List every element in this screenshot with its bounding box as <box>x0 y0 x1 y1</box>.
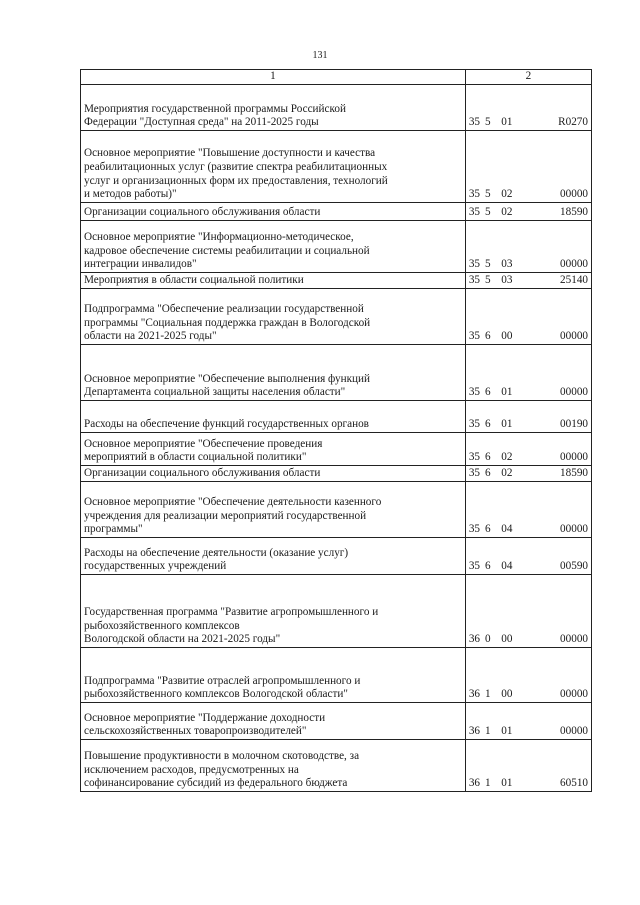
table-row <box>81 401 592 433</box>
code-event: 01 <box>501 116 513 129</box>
table-row <box>81 466 592 482</box>
code-subprogram: 6 <box>485 386 491 399</box>
code-event: 02 <box>501 188 513 201</box>
table-row <box>81 482 592 538</box>
code-direction: 00000 <box>560 688 588 701</box>
code-event: 02 <box>501 206 513 219</box>
code-subprogram: 1 <box>485 688 491 701</box>
row-description: Повышение продуктивности в молочном скотоводстве, за исключением расходов, предусмотренных на софинансирование субсидий из федерального бюджета <box>81 740 466 792</box>
row-code <box>465 345 591 401</box>
table-row <box>81 85 592 131</box>
code-subprogram: 6 <box>485 467 491 480</box>
row-description: Основное мероприятие "Повышение доступности и качества реабилитационных услуг (развитие спектра реабилитационных услуг и организационных форм их предоставления, технологий и методов работы)" <box>81 131 466 203</box>
budget-classification-table <box>80 69 592 792</box>
code-subprogram: 5 <box>485 258 491 271</box>
code-direction: 00000 <box>560 386 588 399</box>
code-direction: 00000 <box>560 451 588 464</box>
code-subprogram: 5 <box>485 116 491 129</box>
row-description: Основное мероприятие "Поддержание доходности сельскохозяйственных товаропроизводителей" <box>81 703 466 740</box>
code-direction: R0270 <box>558 116 588 129</box>
row-description: Мероприятия государственной программы Российской Федерации "Доступная среда" на 2011-2025 годы <box>81 85 466 131</box>
code-program: 35 <box>468 451 480 464</box>
code-program: 35 <box>468 386 480 399</box>
row-description: Расходы на обеспечение функций государственных органов <box>81 401 466 433</box>
code-program: 35 <box>468 523 480 536</box>
code-direction: 00190 <box>560 418 588 431</box>
row-code <box>465 221 591 273</box>
row-description: Подпрограмма "Обеспечение реализации государственной программы "Социальная поддержка граждан в Вологодской области на 2021-2025 годы" <box>81 289 466 345</box>
page-number: 131 <box>312 50 328 61</box>
row-description: Основное мероприятие "Обеспечение выполнения функций Департамента социальной защиты населения области" <box>81 345 466 401</box>
code-subprogram: 6 <box>485 418 491 431</box>
code-program: 35 <box>468 258 480 271</box>
code-event: 00 <box>501 330 513 343</box>
column-header-code: 2 <box>465 70 591 85</box>
table-row <box>81 221 592 273</box>
row-code <box>465 203 591 221</box>
code-program: 35 <box>468 560 480 573</box>
code-program: 36 <box>468 688 480 701</box>
table-header-row <box>81 70 592 85</box>
table-row <box>81 345 592 401</box>
code-direction: 25140 <box>560 274 588 287</box>
table-row <box>81 740 592 792</box>
code-event: 04 <box>501 523 513 536</box>
code-event: 01 <box>501 386 513 399</box>
row-code <box>465 538 591 575</box>
code-program: 35 <box>468 206 480 219</box>
row-code <box>465 703 591 740</box>
row-description: Государственная программа "Развитие агропромышленного и рыбохозяйственного комплексов Вологодской области на 2021-2025 годы" <box>81 575 466 648</box>
row-code <box>465 482 591 538</box>
code-event: 01 <box>501 777 513 790</box>
table-row <box>81 703 592 740</box>
code-direction: 00000 <box>560 633 588 646</box>
table-row <box>81 575 592 648</box>
table-row <box>81 273 592 289</box>
code-subprogram: 6 <box>485 523 491 536</box>
code-direction: 60510 <box>560 777 588 790</box>
code-subprogram: 5 <box>485 206 491 219</box>
row-code <box>465 433 591 466</box>
code-event: 04 <box>501 560 513 573</box>
code-event: 01 <box>501 418 513 431</box>
code-program: 35 <box>468 188 480 201</box>
code-program: 36 <box>468 725 480 738</box>
code-program: 35 <box>468 330 480 343</box>
code-direction: 00000 <box>560 523 588 536</box>
table-row <box>81 433 592 466</box>
row-description: Мероприятия в области социальной политики <box>81 273 466 289</box>
code-program: 35 <box>468 418 480 431</box>
row-code <box>465 289 591 345</box>
table-row <box>81 648 592 703</box>
code-direction: 00000 <box>560 330 588 343</box>
code-program: 35 <box>468 116 480 129</box>
row-code <box>465 273 591 289</box>
code-direction: 00000 <box>560 258 588 271</box>
code-program: 35 <box>468 467 480 480</box>
code-program: 35 <box>468 274 480 287</box>
table-row <box>81 131 592 203</box>
row-description: Подпрограмма "Развитие отраслей агропромышленного и рыбохозяйственного комплексов Вологодской области" <box>81 648 466 703</box>
row-description: Расходы на обеспечение деятельности (оказание услуг) государственных учреждений <box>81 538 466 575</box>
code-program: 36 <box>468 777 480 790</box>
row-code <box>465 648 591 703</box>
row-description: Основное мероприятие "Информационно-методическое, кадровое обеспечение системы реабилитации и социальной интеграции инвалидов" <box>81 221 466 273</box>
code-subprogram: 5 <box>485 274 491 287</box>
code-direction: 00000 <box>560 725 588 738</box>
code-direction: 18590 <box>560 467 588 480</box>
code-subprogram: 1 <box>485 777 491 790</box>
code-program: 36 <box>468 633 480 646</box>
row-code <box>465 131 591 203</box>
code-subprogram: 6 <box>485 330 491 343</box>
row-code <box>465 575 591 648</box>
row-code <box>465 466 591 482</box>
row-code <box>465 85 591 131</box>
code-event: 00 <box>501 633 513 646</box>
code-subprogram: 0 <box>485 633 491 646</box>
column-header-description: 1 <box>81 70 466 85</box>
row-description: Организации социального обслуживания области <box>81 203 466 221</box>
row-description: Основное мероприятие "Обеспечение деятельности казенного учреждения для реализации мероприятий государственной программы" <box>81 482 466 538</box>
row-description: Организации социального обслуживания области <box>81 466 466 482</box>
code-event: 03 <box>501 258 513 271</box>
table-row <box>81 203 592 221</box>
code-subprogram: 1 <box>485 725 491 738</box>
code-event: 03 <box>501 274 513 287</box>
table-row <box>81 289 592 345</box>
code-event: 02 <box>501 467 513 480</box>
row-description: Основное мероприятие "Обеспечение проведения мероприятий в области социальной политики" <box>81 433 466 466</box>
row-code <box>465 740 591 792</box>
table-row <box>81 538 592 575</box>
code-event: 02 <box>501 451 513 464</box>
row-code <box>465 401 591 433</box>
code-event: 00 <box>501 688 513 701</box>
code-direction: 00590 <box>560 560 588 573</box>
code-direction: 00000 <box>560 188 588 201</box>
code-direction: 18590 <box>560 206 588 219</box>
code-subprogram: 6 <box>485 560 491 573</box>
code-event: 01 <box>501 725 513 738</box>
code-subprogram: 6 <box>485 451 491 464</box>
code-subprogram: 5 <box>485 188 491 201</box>
